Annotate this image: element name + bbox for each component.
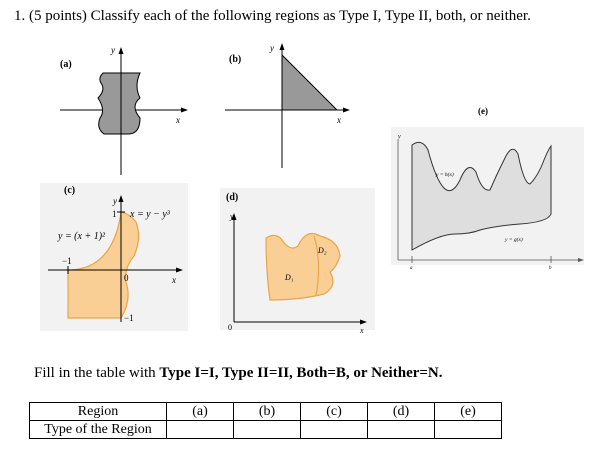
- figure-b-x-label: x: [337, 115, 341, 125]
- answer-cell-b[interactable]: [234, 421, 301, 439]
- figure-e-top-curve-label: y = h(x): [436, 172, 454, 178]
- figure-d-region-2-label: D₂: [318, 246, 327, 255]
- figure-e-region: [412, 142, 551, 250]
- instruction-prefix: Fill in the table with: [34, 365, 160, 381]
- table-header-e: (e): [435, 403, 502, 421]
- figure-d-x-label: x: [360, 326, 364, 335]
- figure-c-tick-zero: 0: [124, 273, 129, 283]
- table-row-label: Type of the Region: [30, 421, 167, 439]
- figure-c-tick-top: 1: [112, 209, 117, 219]
- question-body: (5 points) Classify each of the following regions as Type I, Type II, both, or neither.: [29, 8, 531, 24]
- figure-b-label: (b): [229, 54, 242, 65]
- table-answer-row: [30, 421, 502, 439]
- figure-e-bottom-curve-label: y = g(x): [505, 237, 523, 243]
- figure-d-label: (d): [226, 192, 239, 203]
- figure-c-curve-right-label: x = y − y³: [130, 209, 170, 220]
- answer-table: [29, 402, 502, 439]
- table-header-d: (d): [368, 403, 435, 421]
- figure-d-y-label: y: [230, 212, 234, 221]
- answer-cell-d[interactable]: [368, 421, 435, 439]
- figure-a-x-label: x: [176, 115, 180, 125]
- table-header-a: (a): [167, 403, 234, 421]
- figure-e-tick-b: b: [549, 266, 552, 271]
- answer-cell-c[interactable]: [301, 421, 368, 439]
- instruction-bold: Type I=I, Type II=II, Both=B, or Neither=N.: [159, 365, 443, 381]
- figure-c-tick-left: −1: [62, 256, 72, 266]
- figure-c-curve-left-label: y = (x + 1)²: [58, 231, 106, 242]
- answer-cell-a[interactable]: [167, 421, 234, 439]
- figure-c-x-label: x: [172, 275, 176, 285]
- table-header-row: [30, 403, 502, 421]
- figure-d-origin: 0: [228, 323, 232, 332]
- table-header-b: (b): [234, 403, 301, 421]
- table-header-label: Region: [30, 403, 167, 421]
- figure-a-y-label: y: [111, 45, 115, 55]
- question-number: 1.: [14, 8, 26, 24]
- answer-cell-e[interactable]: [435, 421, 502, 439]
- figure-d-region-1-label: D₁: [285, 273, 294, 282]
- figure-c-label: (c): [64, 185, 76, 196]
- figure-a-label: (a): [60, 59, 72, 70]
- figure-e-label: (e): [478, 106, 488, 116]
- figure-e-tick-a: a: [410, 266, 413, 271]
- figure-e-y-label: y: [398, 134, 401, 140]
- instruction-text: [34, 365, 443, 382]
- figure-b-y-label: y: [270, 43, 274, 53]
- figure-c-y-label: y: [113, 196, 117, 206]
- figure-c-tick-bottom: −1: [124, 313, 134, 323]
- table-header-c: (c): [301, 403, 368, 421]
